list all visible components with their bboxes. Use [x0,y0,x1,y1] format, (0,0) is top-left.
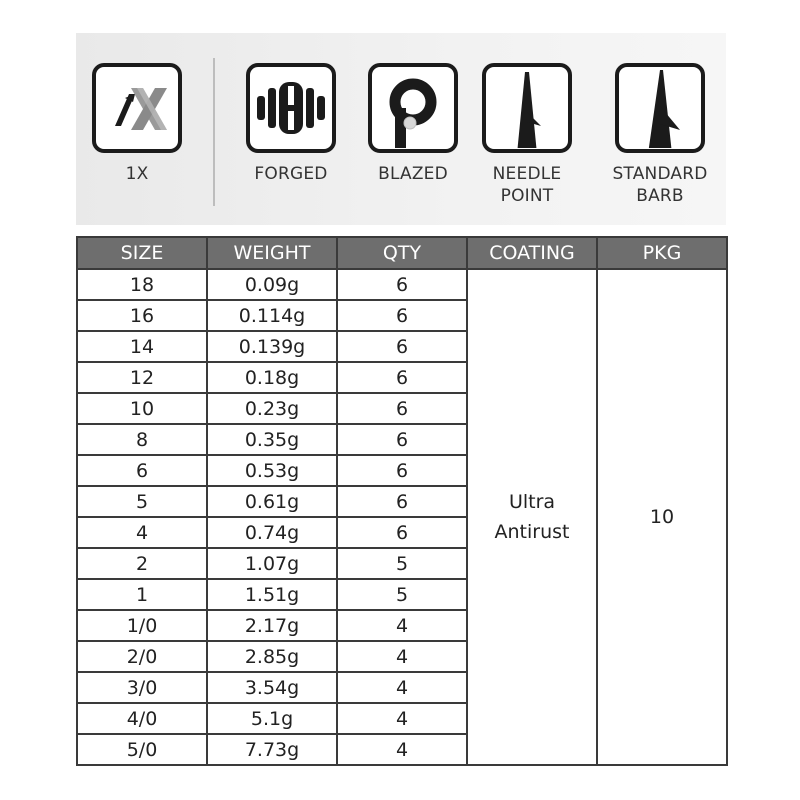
feature-forged [231,63,351,185]
cell-size: 2/0 [77,641,207,672]
cell-size: 14 [77,331,207,362]
feature-divider [213,58,215,206]
cell-size: 1/0 [77,610,207,641]
cell-weight: 3.54g [207,672,337,703]
cell-weight: 0.61g [207,486,337,517]
cell-weight: 0.114g [207,300,337,331]
standard-barb-icon [615,63,705,153]
cell-size: 8 [77,424,207,455]
feature-blazed [353,63,473,185]
cell-weight: 0.35g [207,424,337,455]
feature-standard-barb [600,63,720,207]
cell-size: 2 [77,548,207,579]
cell-size: 5 [77,486,207,517]
cell-weight: 1.07g [207,548,337,579]
cell-weight: 0.18g [207,362,337,393]
header-weight: WEIGHT [207,237,337,269]
cell-coating: Ultra Antirust [467,269,597,765]
cell-qty: 6 [337,331,467,362]
cell-size: 18 [77,269,207,300]
cell-qty: 6 [337,393,467,424]
cell-qty: 6 [337,517,467,548]
cell-qty: 6 [337,486,467,517]
feature-label-1x: 1X [125,164,149,184]
header-qty: QTY [337,237,467,269]
cell-qty: 4 [337,641,467,672]
cell-qty: 6 [337,269,467,300]
cell-qty: 4 [337,672,467,703]
cell-qty: 5 [337,579,467,610]
blazed-eye-icon [368,63,458,153]
cell-size: 1 [77,579,207,610]
cell-size: 4/0 [77,703,207,734]
cell-size: 3/0 [77,672,207,703]
feature-needle-point [467,63,587,207]
cell-qty: 4 [337,703,467,734]
cell-pkg: 10 [597,269,727,765]
cell-size: 12 [77,362,207,393]
needle-point-icon [482,63,572,153]
cell-qty: 5 [337,548,467,579]
cell-qty: 6 [337,362,467,393]
cell-weight: 1.51g [207,579,337,610]
cell-weight: 7.73g [207,734,337,765]
cell-weight: 0.53g [207,455,337,486]
cell-qty: 6 [337,424,467,455]
cell-size: 5/0 [77,734,207,765]
header-pkg: PKG [597,237,727,269]
cell-qty: 4 [337,734,467,765]
table-header-row [77,237,727,269]
cell-weight: 0.139g [207,331,337,362]
feature-label-needle-point: NEEDLE POINT [492,164,562,206]
cell-size: 16 [77,300,207,331]
cell-qty: 6 [337,300,467,331]
cell-weight: 2.17g [207,610,337,641]
feature-label-forged: FORGED [254,164,328,184]
cell-weight: 0.74g [207,517,337,548]
cell-weight: 0.23g [207,393,337,424]
cell-weight: 0.09g [207,269,337,300]
feature-label-blazed: BLAZED [378,164,448,184]
1x-strength-icon [92,63,182,153]
header-size: SIZE [77,237,207,269]
table-row [77,269,727,300]
cell-qty: 6 [337,455,467,486]
feature-1x [77,63,197,185]
spec-table [76,236,728,766]
header-coating: COATING [467,237,597,269]
cell-weight: 5.1g [207,703,337,734]
forged-icon [246,63,336,153]
cell-size: 10 [77,393,207,424]
feature-label-standard-barb: STANDARD BARB [612,164,708,206]
cell-size: 4 [77,517,207,548]
cell-weight: 2.85g [207,641,337,672]
cell-size: 6 [77,455,207,486]
cell-qty: 4 [337,610,467,641]
